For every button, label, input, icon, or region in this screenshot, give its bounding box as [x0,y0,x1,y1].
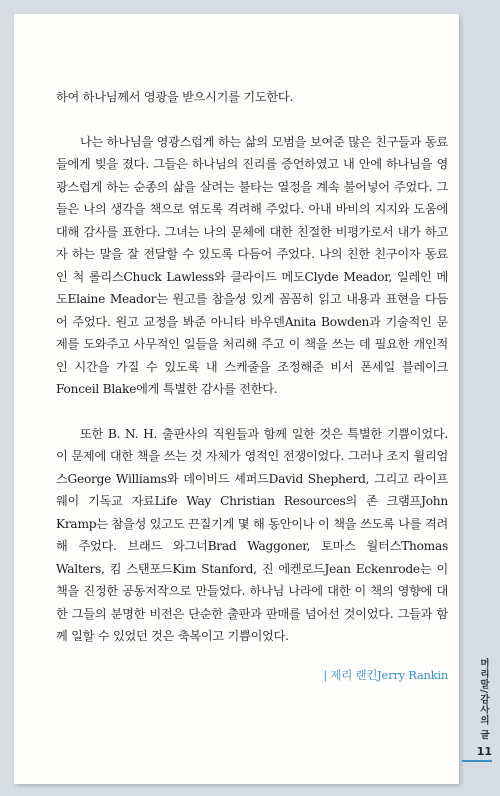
author-signature [56,664,448,687]
page-number-rule [462,760,492,762]
section-tab-label: 머리말/감사의 글 [478,658,489,741]
page-body [56,86,448,686]
signature-text: | 제리 랜킨Jerry Rankin [323,667,448,682]
paragraph-3: 또한 B. N. H. 출판사의 직원들과 함께 일한 것은 특별한 기쁨이었다. 이 문제에 대한 책을 쓰는 것 자체가 영적인 전쟁이었다. 그러나 조지 윌리엄스George Williams와 데이비드 셰퍼드David Shepherd, 그리고 라이프웨이 기독교 자료Life Way Christian Resources의 존 크램프John Kramp는 참을성 있고도 끈질기게 몇 해 동안이나 이 책을 쓰도록 나를 격려해 주었다. 브래드 와그너Brad Waggoner, 토마스 월터스Thomas Walters, 킴 스탠포드Kim Stanford, 진 에켄로드Jean Eckenrode는 이 책을 진정한 공동저작으로 만들었다. 하나님 나라에 대한 이 책의 영향에 대한 그들의 분명한 비전은 단순한 출판과 판매를 넘어선 것이었다. 그들과 함께 일할 수 있었던 것은 축복이고 기쁨이었다. [56,426,448,643]
paragraph-2: 나는 하나님을 영광스럽게 하는 삶의 모범을 보여준 많은 친구들과 동료들에게 빚을 졌다. 그들은 하나님의 진리를 증언하였고 내 안에 하나님을 영광스럽게 하는 순종의 삶을 살려는 불타는 열정을 계속 불어넣어 주었다. 그들은 나의 생각을 책으로 엮도록 격려해 주었다. 아내 바비의 지지와 도움에 대해 감사를 표한다. 그녀는 나의 문체에 대한 친절한 비평가로서 내가 하고자 하는 말을 잘 전달할 수 있도록 다듬어 주었다. 나의 친한 친구이자 동료인 척 롤리스Chuck Lawless와 클라이드 메도Clyde Meador, 일레인 메도Elaine Meador는 원고를 참을성 있게 꼼꼼히 읽고 내용과 표현을 다듬어 주었다. 원고 교정을 봐준 아니타 바우덴Anita Bowden과 기술적인 문제를 도와주고 사무적인 일들을 처리해 주고 이 책을 쓰는 데 필요한 개인적인 시간을 가질 수 있도록 내 스케줄을 조정해준 비서 폰세일 블레이크Fonceil Blake에게 특별한 감사를 전한다. [56,134,448,396]
paragraph-1: 하여 하나님께서 영광을 받으시기를 기도한다. [56,90,294,104]
page-number: 11 [476,745,492,758]
book-page [14,14,459,784]
